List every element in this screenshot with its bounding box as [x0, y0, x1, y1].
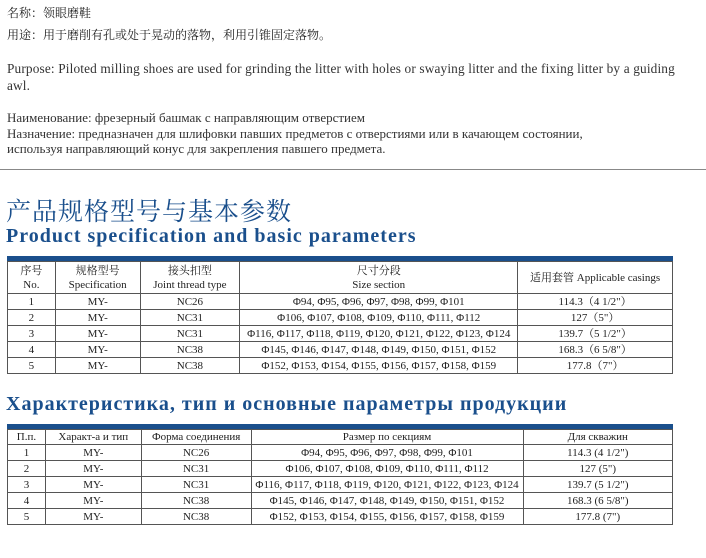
spec-table-ru	[7, 429, 673, 525]
cell-casing: 168.3（6 5/8"）	[518, 342, 673, 358]
cell-casing: 127（5"）	[518, 310, 673, 326]
cell-joint: NC26	[141, 445, 251, 461]
table-row	[8, 342, 673, 358]
cell-no: 3	[8, 477, 46, 493]
table-row	[8, 477, 673, 493]
header-joint: Форма соединения	[141, 430, 251, 445]
table-header-row	[8, 430, 673, 445]
cell-no: 5	[8, 509, 46, 525]
ru-purpose-line-2: используя направляющий конус для закрепления павшего предмета.	[7, 141, 386, 156]
ru-name: Наименование: фрезерный башмак с направляющим отверстием	[7, 110, 366, 125]
cell-spec: MY-	[55, 326, 140, 342]
cell-joint: NC38	[140, 342, 240, 358]
spec-heading-ru: Характеристика, тип и основные параметры продукции	[6, 393, 568, 415]
spec-heading-en: Product specification and basic parameters	[6, 225, 417, 247]
cell-size: Φ152, Φ153, Φ154, Φ155, Φ156, Φ157, Φ158, Φ159	[251, 509, 523, 525]
cell-spec: MY-	[55, 358, 140, 374]
cell-size: Φ116, Φ117, Φ118, Φ119, Φ120, Φ121, Φ122, Φ123, Φ124	[240, 326, 518, 342]
cell-no: 3	[8, 326, 56, 342]
section-divider	[0, 169, 706, 170]
header-no: 序号 No.	[8, 262, 56, 294]
table-row	[8, 509, 673, 525]
header-joint: 接头扣型 Joint thread type	[140, 262, 240, 294]
cell-spec: MY-	[55, 310, 140, 326]
header-casing: Для скважин	[523, 430, 673, 445]
cell-no: 2	[8, 310, 56, 326]
header-size: 尺寸分段 Size section	[240, 262, 518, 294]
cell-size: Φ106, Φ107, Φ108, Φ109, Φ110, Φ111, Φ112	[251, 461, 523, 477]
cell-spec: MY-	[45, 493, 141, 509]
cell-size: Φ94, Φ95, Φ96, Φ97, Φ98, Φ99, Φ101	[240, 294, 518, 310]
table-row	[8, 310, 673, 326]
ru-purpose-line-1: Назначение: предназначен для шлифовки павших предметов с отверстиями или в качающем состоянии,	[7, 125, 583, 141]
cell-size: Φ145, Φ146, Φ147, Φ148, Φ149, Φ150, Φ151, Φ152	[240, 342, 518, 358]
table-row	[8, 294, 673, 310]
cell-no: 4	[8, 342, 56, 358]
cell-casing: 139.7（5 1/2"）	[518, 326, 673, 342]
table-row	[8, 445, 673, 461]
cell-size: Φ106, Φ107, Φ108, Φ109, Φ110, Φ111, Φ112	[240, 310, 518, 326]
cell-no: 4	[8, 493, 46, 509]
cell-joint: NC31	[140, 326, 240, 342]
cell-size: Φ94, Φ95, Φ96, Φ97, Φ98, Φ99, Φ101	[251, 445, 523, 461]
cell-joint: NC38	[140, 358, 240, 374]
cell-casing: 139.7 (5 1/2")	[523, 477, 673, 493]
header-casing: 适用套管 Applicable casings	[518, 262, 673, 294]
cell-casing: 114.3（4 1/2"）	[518, 294, 673, 310]
cell-spec: MY-	[55, 294, 140, 310]
cell-casing: 177.8（7"）	[518, 358, 673, 374]
cell-casing: 127 (5")	[523, 461, 673, 477]
cell-casing: 168.3 (6 5/8")	[523, 493, 673, 509]
header-spec: 规格型号 Specification	[55, 262, 140, 294]
spec-heading-zh: 产品规格型号与基本参数	[6, 197, 293, 226]
header-no: П.п.	[8, 430, 46, 445]
purpose-en: Purpose: Piloted milling shoes are used for grinding the litter with holes or swaying litter and the fixing litter by a guiding awl.	[7, 61, 675, 93]
header-spec: Характ-а и тип	[45, 430, 141, 445]
cell-joint: NC38	[141, 509, 251, 525]
cell-spec: MY-	[55, 342, 140, 358]
cell-size: Φ116, Φ117, Φ118, Φ119, Φ120, Φ121, Φ122, Φ123, Φ124	[251, 477, 523, 493]
table-row	[8, 493, 673, 509]
cell-no: 1	[8, 294, 56, 310]
product-use-zh: 用途：用于磨削有孔或处于晃动的落物，利用引锥固定落物。	[7, 28, 332, 42]
product-name-zh: 名称：领眼磨鞋	[7, 6, 92, 20]
cell-casing: 114.3 (4 1/2")	[523, 445, 673, 461]
cell-joint: NC31	[140, 310, 240, 326]
spec-table-en	[7, 261, 673, 374]
cell-no: 5	[8, 358, 56, 374]
table-row	[8, 326, 673, 342]
cell-spec: MY-	[45, 509, 141, 525]
description-ru	[7, 110, 701, 157]
cell-no: 1	[8, 445, 46, 461]
cell-size: Φ152, Φ153, Φ154, Φ155, Φ156, Φ157, Φ158, Φ159	[240, 358, 518, 374]
cell-joint: NC38	[141, 493, 251, 509]
table-header-row	[8, 262, 673, 294]
table-row	[8, 461, 673, 477]
cell-joint: NC26	[140, 294, 240, 310]
header-size: Размер по секциям	[251, 430, 523, 445]
cell-spec: MY-	[45, 445, 141, 461]
table-row	[8, 358, 673, 374]
cell-joint: NC31	[141, 461, 251, 477]
cell-no: 2	[8, 461, 46, 477]
cell-joint: NC31	[141, 477, 251, 493]
cell-casing: 177.8 (7")	[523, 509, 673, 525]
cell-size: Φ145, Φ146, Φ147, Φ148, Φ149, Φ150, Φ151, Φ152	[251, 493, 523, 509]
cell-spec: MY-	[45, 477, 141, 493]
cell-spec: MY-	[45, 461, 141, 477]
